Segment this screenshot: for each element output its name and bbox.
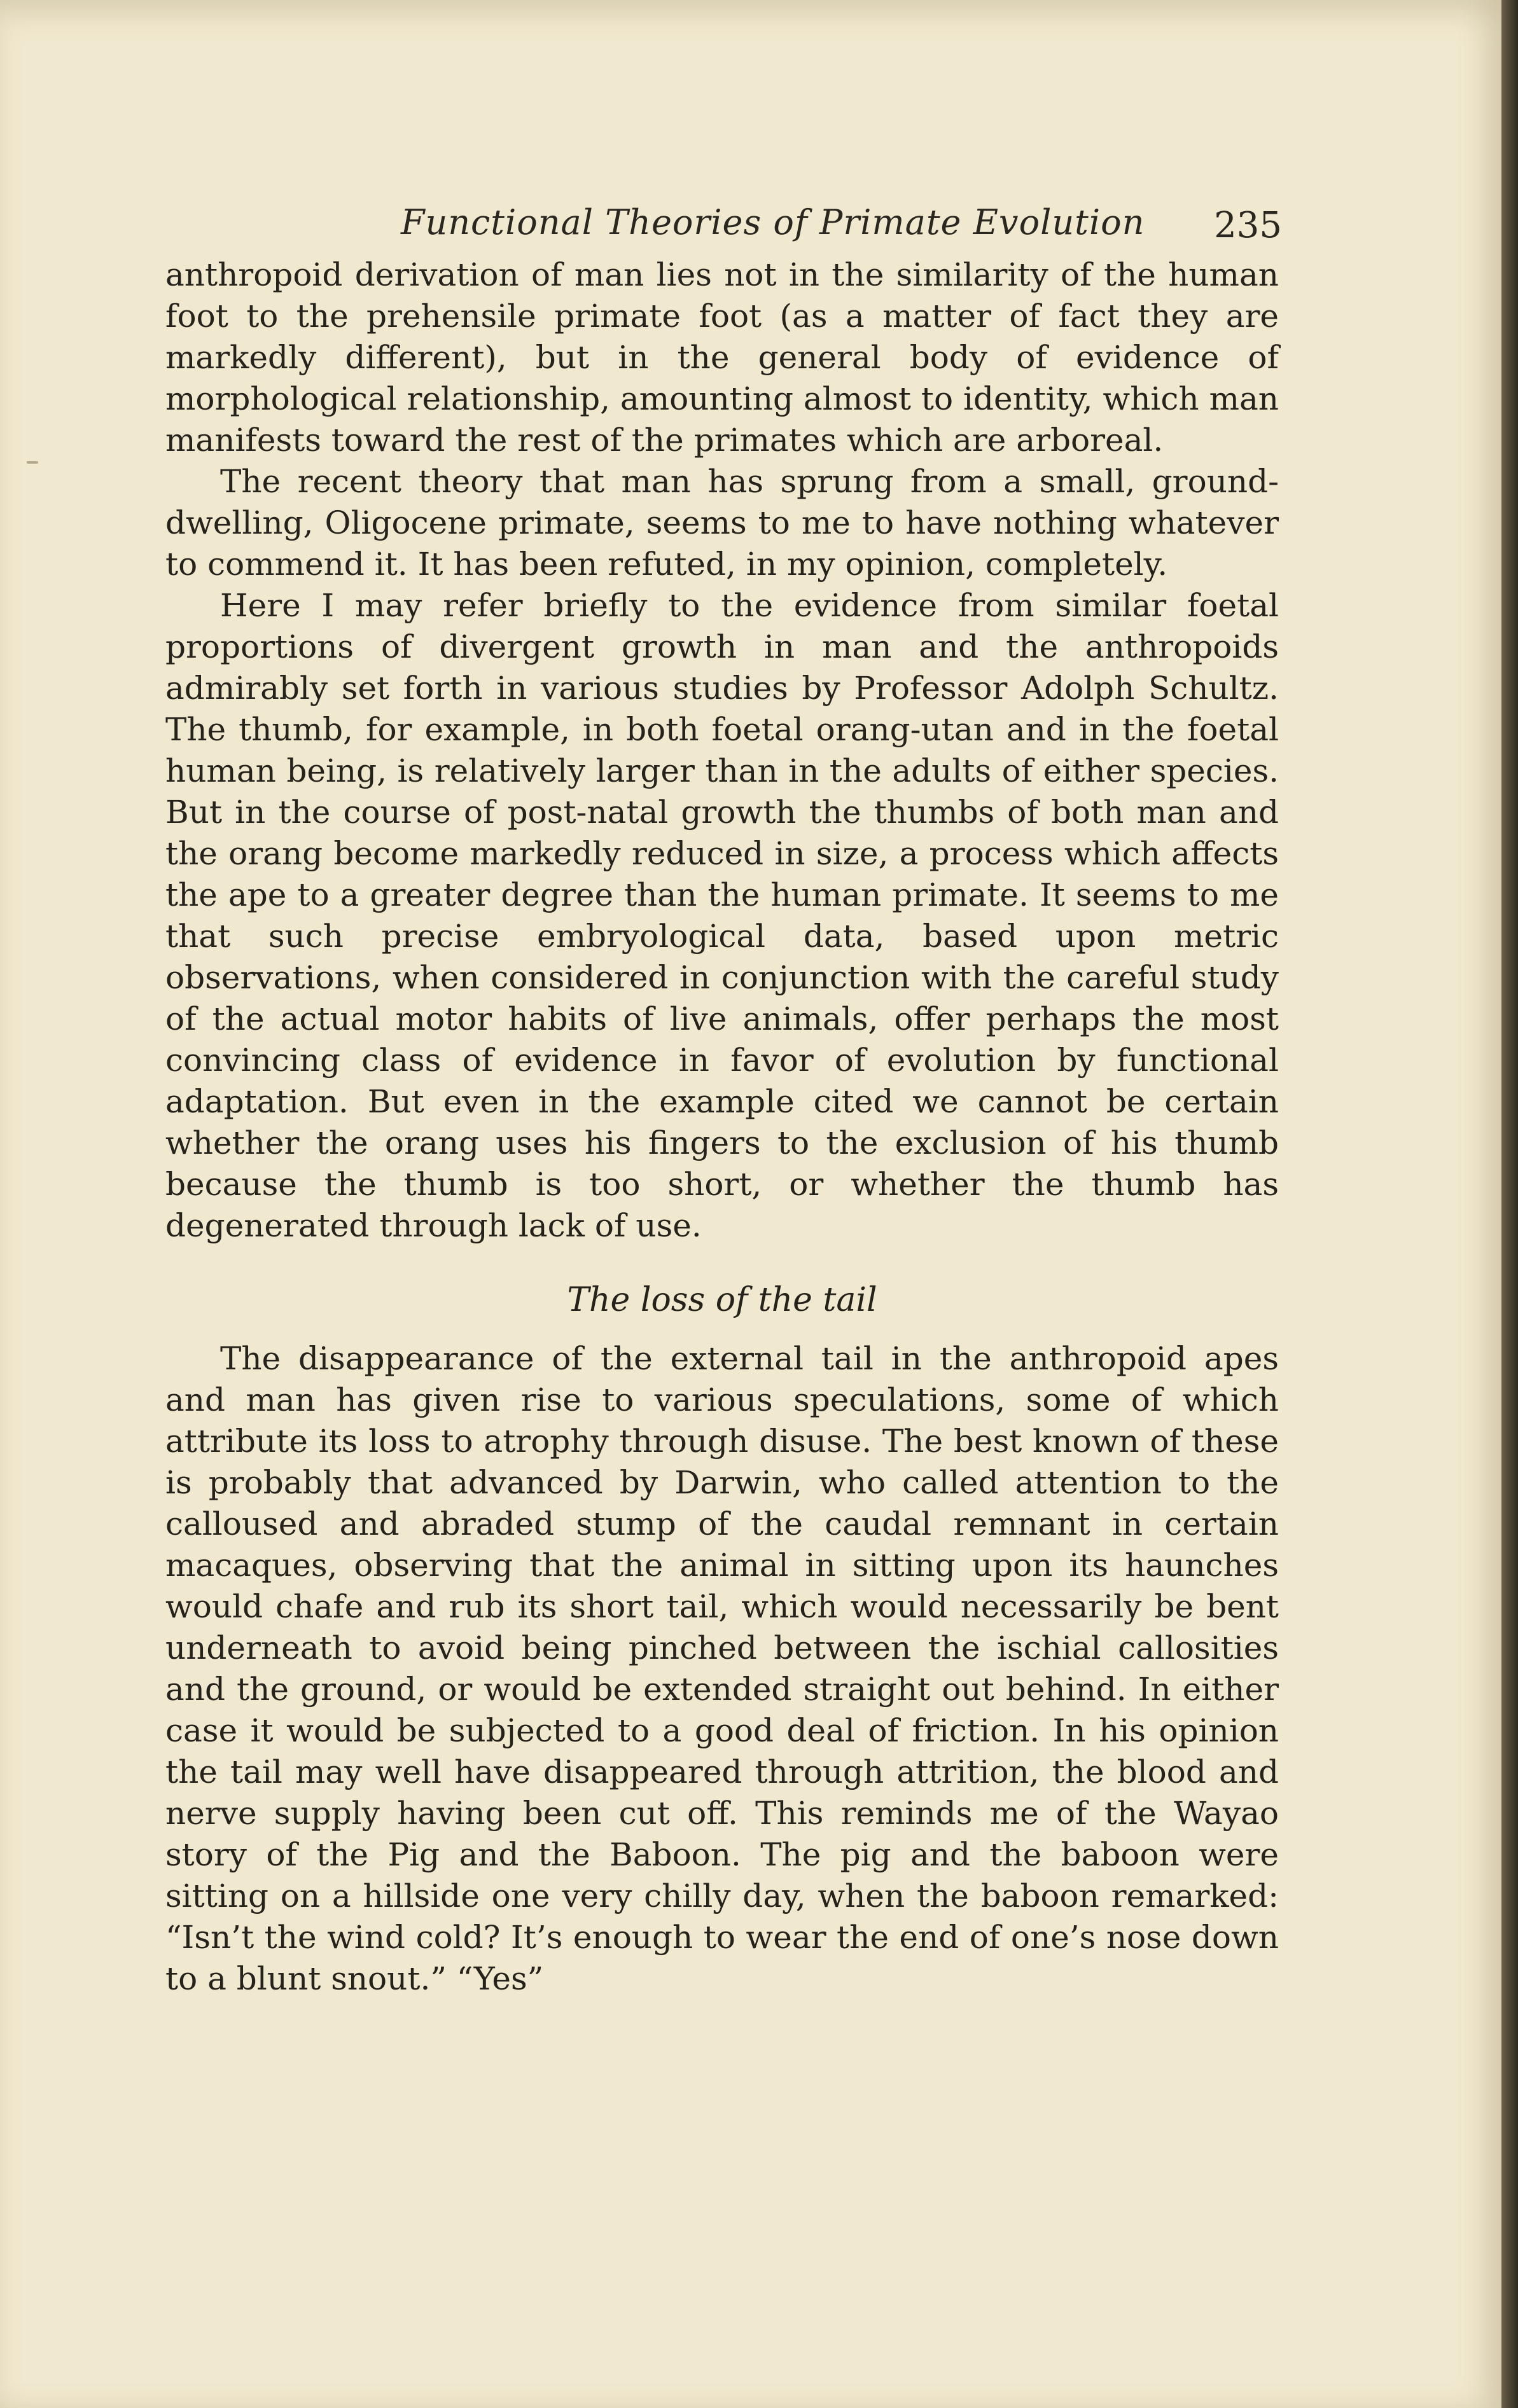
running-title: Functional Theories of Primate Evolution [401,202,1145,242]
paragraph: The recent theory that man has sprung from a small, ground-dwelling, Oligocene primate, seems to me to have nothing whatever to commend it. It has been refuted, in my opinion, completely. [165,463,1279,583]
section-heading: The loss of the tail [567,1281,877,1319]
paragraph: The disappearance of the external tail in the anthropoid apes and man has given rise to various speculations, some of which attribute its loss to atrophy through disuse. The best known of these is probably that advanced by Darwin, who called attention to the calloused and abraded stump of the caudal remnant in certain macaques, observing that the animal in sitting upon its haunches would chafe and rub its short tail, which would necessarily be bent underneath to avoid being pinched between the ischial callosities and the ground, or would be extended straight out behind. In either case it would be subjected to a good deal of friction. In his opinion the tail may well have disappeared through attrition, the blood and nerve supply having been cut off. This reminds me of the Wayao story of the Pig and the Baboon. The pig and the baboon were sitting on a hillside one very chilly day, when the baboon remarked: “Isn’t the wind cold? It’s enough to wear the end of one’s nose down to a blunt snout.” “Yes” [165,1340,1279,1997]
body-text [165,254,1279,2000]
page-number: 235 [1214,205,1282,246]
page-mark [27,461,38,464]
running-head [181,191,1282,248]
paragraph: Here I may refer briefly to the evidence from similar foetal proportions of divergent growth in man and the anthropoids admirably set forth in various studies by Professor Adolph Schultz. The thumb, for example, in both foetal orang-utan and in the foetal human being, is relatively larger than in the adults of either species. But in the course of post-natal growth the thumbs of both man and the orang become markedly reduced in size, a process which affects the ape to a greater degree than the human primate. It seems to me that such precise embryological data, based upon metric observations, when considered in conjunction with the careful study of the actual motor habits of live animals, offer perhaps the most convincing class of evidence in favor of evolution by functional adaptation. But even in the example cited we cannot be certain whether the orang uses his fingers to the exclusion of his thumb because the thumb is too short, or whether the thumb has degenerated through lack of use. [165,587,1279,1244]
paragraph-continued: anthropoid derivation of man lies not in the similarity of the human foot to the prehensile primate foot (as a matter of fact they are markedly different), but in the general body of evidence of morphological relationship, amounting almost to identity, which man manifests toward the rest of the primates which are arboreal. [165,256,1279,459]
book-spine-edge [1501,0,1518,2408]
